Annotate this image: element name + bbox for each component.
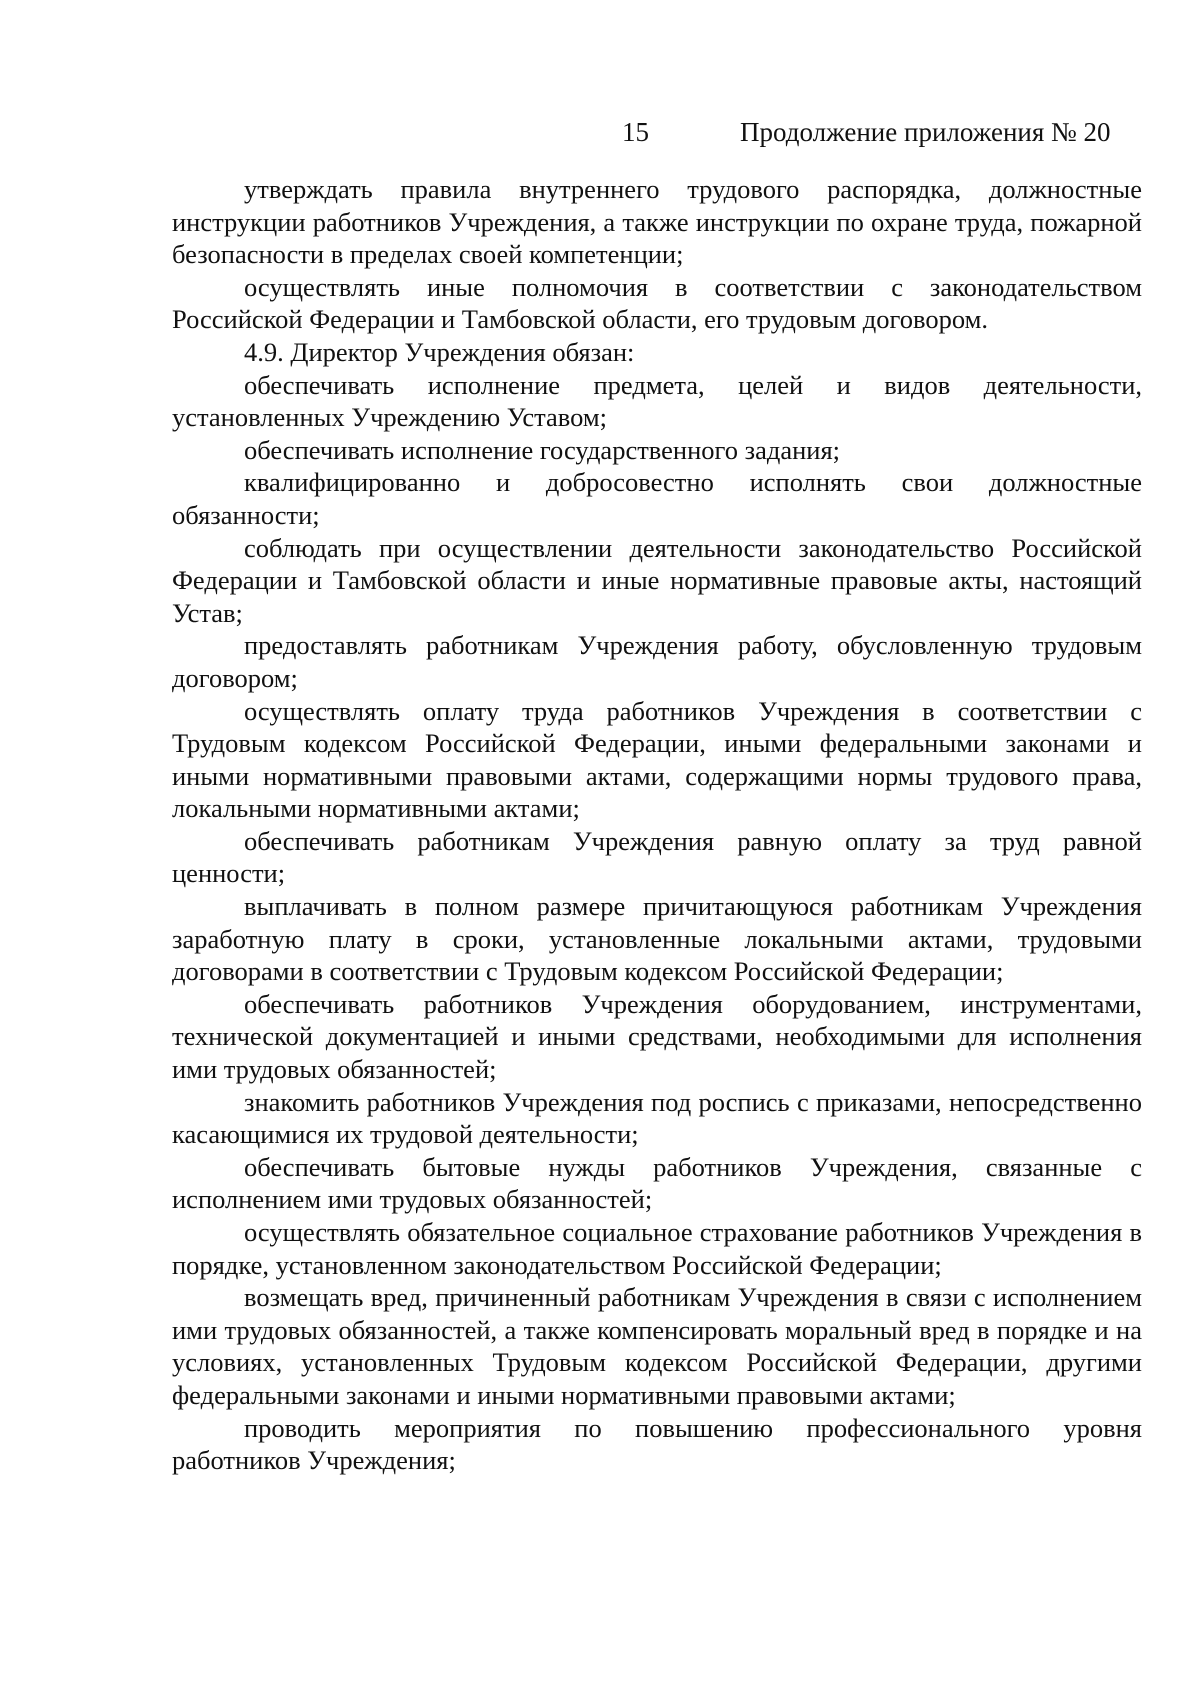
- section-heading-4-9: 4.9. Директор Учреждения обязан:: [244, 336, 635, 367]
- appendix-continuation-label: Продолжение приложения № 20: [740, 117, 1111, 147]
- paragraph-9: осуществлять оплату труда работников Учреждения в соответствии с Трудовым кодексом Российской Федерации, иными федеральными законами и иными нормативными правовыми актами, содержащими нормы трудового права, локальными нормативными актами;: [172, 695, 1142, 824]
- paragraph-13: знакомить работников Учреждения под роспись с приказами, непосредственно касающимися их трудовой деятельности;: [172, 1086, 1142, 1150]
- paragraph-8: предоставлять работникам Учреждения работу, обусловленную трудовым договором;: [172, 630, 1142, 693]
- paragraph-6: квалифицированно и добросовестно исполнять свои должностные обязанности;: [172, 467, 1142, 530]
- paragraph-1: утверждать правила внутреннего трудового распорядка, должностные инструкции работников Учреждения, а также инструкции по охране труда, пожарной безопасности в пределах своей компетенции;: [172, 174, 1142, 270]
- document-body: [172, 173, 1142, 1477]
- paragraph-12: обеспечивать работников Учреждения оборудованием, инструментами, технической документацией и иными средствами, необходимыми для исполнения ими трудовых обязанностей;: [172, 988, 1142, 1085]
- paragraph-11: выплачивать в полном размере причитающуюся работникам Учреждения заработную плату в сроки, установленные локальными актами, трудовыми договорами в соответствии с Трудовым кодексом Российской Федерации;: [172, 891, 1142, 987]
- paragraph-16: возмещать вред, причиненный работникам Учреждения в связи с исполнением ими трудовых обязанностей, а также компенсировать моральный вред в порядке и на условиях, установленных Трудовым кодексом Российской Федерации, другими федеральными законами и иными нормативными правовыми актами;: [172, 1282, 1142, 1410]
- paragraph-2: осуществлять иные полномочия в соответствии с законодательством Российской Федерации и Тамбовской области, его трудовым договором.: [172, 271, 1142, 335]
- page-header: [0, 114, 1200, 150]
- paragraph-15: осуществлять обязательное социальное страхование работников Учреждения в порядке, установленном законодательством Российской Федерации;: [172, 1217, 1142, 1280]
- paragraph-4: обеспечивать исполнение предмета, целей и видов деятельности, установленных Учреждению Уставом;: [172, 369, 1142, 433]
- page-number: 15: [622, 117, 649, 147]
- paragraph-7: соблюдать при осуществлении деятельности законодательство Российской Федерации и Тамбовской области и иные нормативные правовые акты, настоящий Устав;: [172, 532, 1142, 628]
- paragraph-5: обеспечивать исполнение государственного задания;: [244, 434, 840, 465]
- paragraph-17: проводить мероприятия по повышению профессионального уровня работников Учреждения;: [172, 1412, 1142, 1476]
- paragraph-10: обеспечивать работникам Учреждения равную оплату за труд равной ценности;: [172, 825, 1142, 889]
- paragraph-14: обеспечивать бытовые нужды работников Учреждения, связанные с исполнением ими трудовых обязанностей;: [172, 1151, 1142, 1215]
